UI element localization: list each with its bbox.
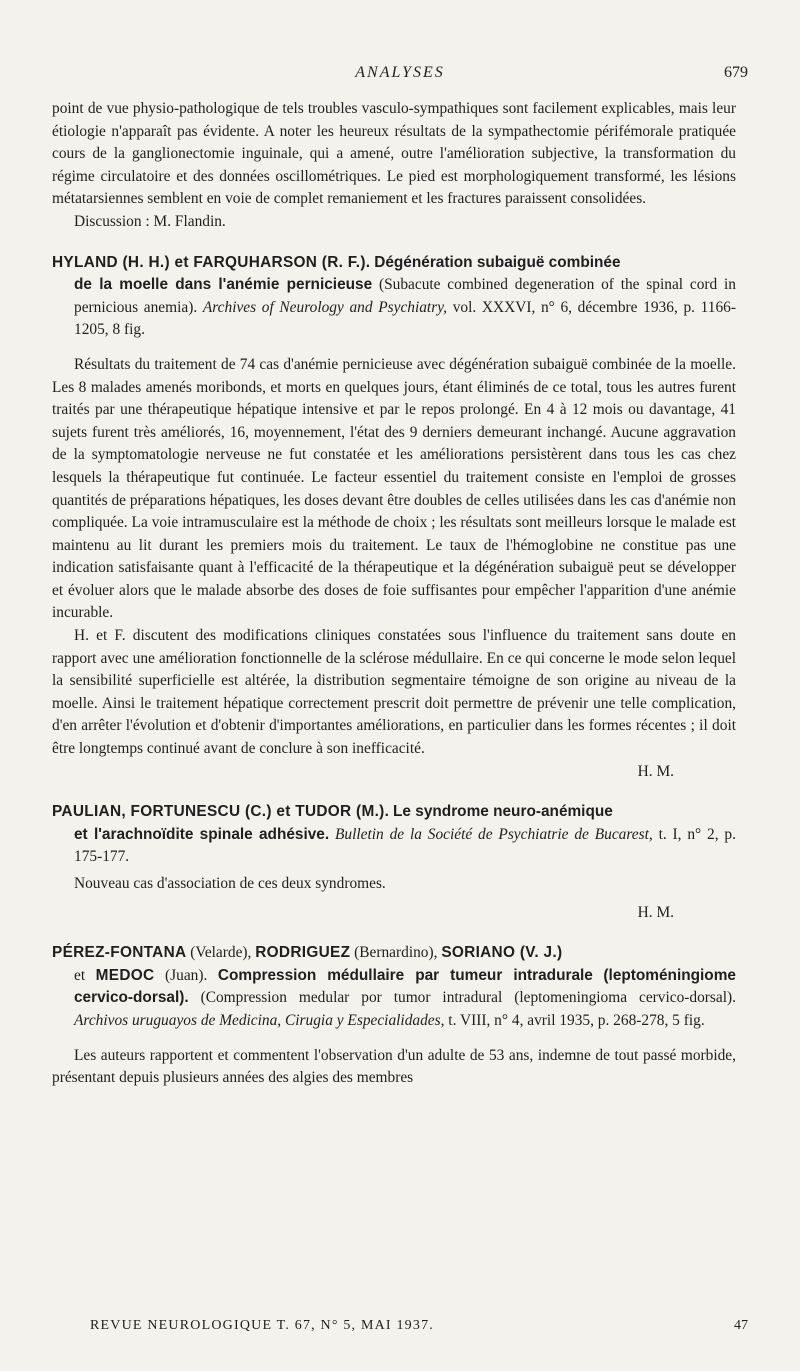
- running-title: ANALYSES: [355, 64, 445, 81]
- entry-author-given: (Velarde),: [186, 944, 256, 962]
- entry-details: [52, 274, 736, 342]
- entry-signature: H. M.: [637, 903, 674, 921]
- entry-citation: t. VIII, n° 4, avril 1935, p. 268-278, 5 fig.: [444, 1011, 705, 1029]
- entry-perez-fontana-heading: [52, 942, 736, 1032]
- entry-paragraph: Nouveau cas d'association de ces deux syndromes.: [74, 875, 386, 892]
- discussion-line: Discussion : M. Flandin.: [74, 212, 226, 230]
- entry-details: [52, 824, 736, 869]
- page-footer: [90, 1318, 748, 1340]
- entry-paulian-heading: [52, 801, 736, 869]
- entry-title-continued: (leptoméningiome cervico-dorsal).: [74, 966, 736, 1007]
- entry-author-given: (Juan).: [154, 966, 218, 984]
- continuation-paragraph: point de vue physio-pathologique de tels troubles vasculo-sympathiques sont facilement explicables, mais leur étiologie n'apparaît pas évidente. A noter les heureux résultats de la sympathectomie périfémorale pratiquée cours de la ganglionectomie inguinale, qui a amené, outre l'amélioration subjective, la transformation du régime circulatoire et des données oscillométriques. Le pied est morphologiquement transformé, les lésions métatarsiennes semblent en voie de complet remaniement et les fractures paraissent consolidées.: [52, 100, 736, 208]
- entry-author-soriano: SORIANO (V. J.): [441, 944, 563, 962]
- entry-title: Dégénération subaiguë combinée: [374, 253, 621, 271]
- page-header: [52, 64, 748, 88]
- entry-author-joiner: et: [74, 966, 96, 984]
- entry-title-continued: de la moelle dans l'anémie pernicieuse: [74, 276, 373, 294]
- entry-title: Le syndrome neuro-anémique: [393, 803, 613, 821]
- page-number: 679: [724, 64, 748, 81]
- entry-journal: Bulletin de la Société de Psychiatrie de Bucarest,: [335, 825, 653, 843]
- entry-authors: HYLAND (H. H.) et FARQUHARSON (R. F.).: [52, 253, 371, 271]
- entry-details: [52, 965, 736, 1033]
- entry-signature: H. M.: [637, 762, 674, 780]
- entry-journal: Archivos uruguayos de Medicina, Cirugia y Especialidades,: [74, 1011, 445, 1029]
- entry-paragraph: [52, 625, 736, 761]
- entry-author-medoc: MEDOC: [95, 966, 155, 984]
- page-content: [52, 98, 736, 1090]
- entry-paragraph-text: H. et F. discutent des modifications cliniques constatées sous l'influence du traitement sans doute en rapport avec une amélioration fonctionnelle de la sclérose médullaire. En ce qui concerne le mode selon lequel la sensibilité superficielle est altérée, la distribution segmentaire témoigne de son origine au niveau de la moelle. Ainsi le traitement hépatique correctement prescrit doit permettre de prévenir une telle complication, d'en arrêter l'évolution et d'obtenir d'importantes améliorations, en particulier dans les formes récentes ; il doit être longtemps continué avant de conclure à son inefficacité.: [52, 627, 736, 758]
- entry-author-given: (Bernardino),: [350, 944, 442, 962]
- footer-journal: REVUE NEUROLOGIQUE T. 67, N° 5, MAI 1937.: [90, 1318, 434, 1333]
- entry-author-perez-fontana: PÉREZ-FONTANA: [52, 944, 187, 962]
- entry-hyland-heading: [52, 252, 736, 342]
- entry-title-continued: et l'arachnoïdite spinale adhésive.: [74, 825, 330, 843]
- entry-translation: (Subacute combined degeneration of the spinal cord in pernicious anemia).: [74, 276, 736, 316]
- entry-authors: PAULIAN, FORTUNESCU (C.) et TUDOR (M.).: [52, 803, 390, 821]
- footer-page-number: 47: [734, 1318, 748, 1333]
- entry-author-rodriguez: RODRIGUEZ: [255, 944, 351, 962]
- entry-citation: t. I, n° 2, p. 175-177.: [74, 825, 736, 866]
- entry-title: Compression médullaire par tumeur intradurale: [217, 966, 593, 984]
- entry-citation: vol. XXXVI, n° 6, décembre 1936, p. 1166-1205, 8 fig.: [74, 298, 736, 339]
- entry-paragraph: Résultats du traitement de 74 cas d'anémie pernicieuse avec dégénération subaiguë combinée de la moelle. Les 8 malades amenés moribonds, et morts en quelques jours, étant éliminés de ce total, tous les autres furent traités par une thérapeutique hépatique intensive et par le repos prolongé. En 4 à 12 mois ou davantage, 41 sujets furent très améliorés, 16, moyennement, l'état des 9 derniers demeurant inchangé. Aucune aggravation de la symptomatologie nerveuse ne fut constatée et les améliorations persistèrent dans tous les cas chez lesquels la thérapeutique fut continuée. Le facteur essentiel du traitement consiste en l'emploi de grosses quantités de préparations hépatiques, les doses devant être doubles de celles utilisées dans les cas d'anémie non compliquée. La voie intramusculaire est la méthode de choix ; les résultats sont meilleurs lorsque le malade est maintenu au lit durant les premiers mois du traitement. Le taux de l'hémoglobine ne constitue pas une indication satisfaisante quant à l'efficacité de la thérapeutique et la dégénération subaiguë peut se développer et évoluer alors que le malade absorbe des doses de foie suffisantes pour empêcher l'apparition d'une anémie incurable.: [52, 355, 736, 622]
- entry-translation: (Compression medular por tumor intradural (leptomeningioma cervico-dorsal).: [188, 989, 736, 1007]
- entry-paragraph: Les auteurs rapportent et commentent l'observation d'un adulte de 53 ans, indemne de tout passé morbide, présentant depuis plusieurs années des algies des membres: [52, 1046, 736, 1087]
- entry-journal: Archives of Neurology and Psychiatry,: [202, 298, 448, 316]
